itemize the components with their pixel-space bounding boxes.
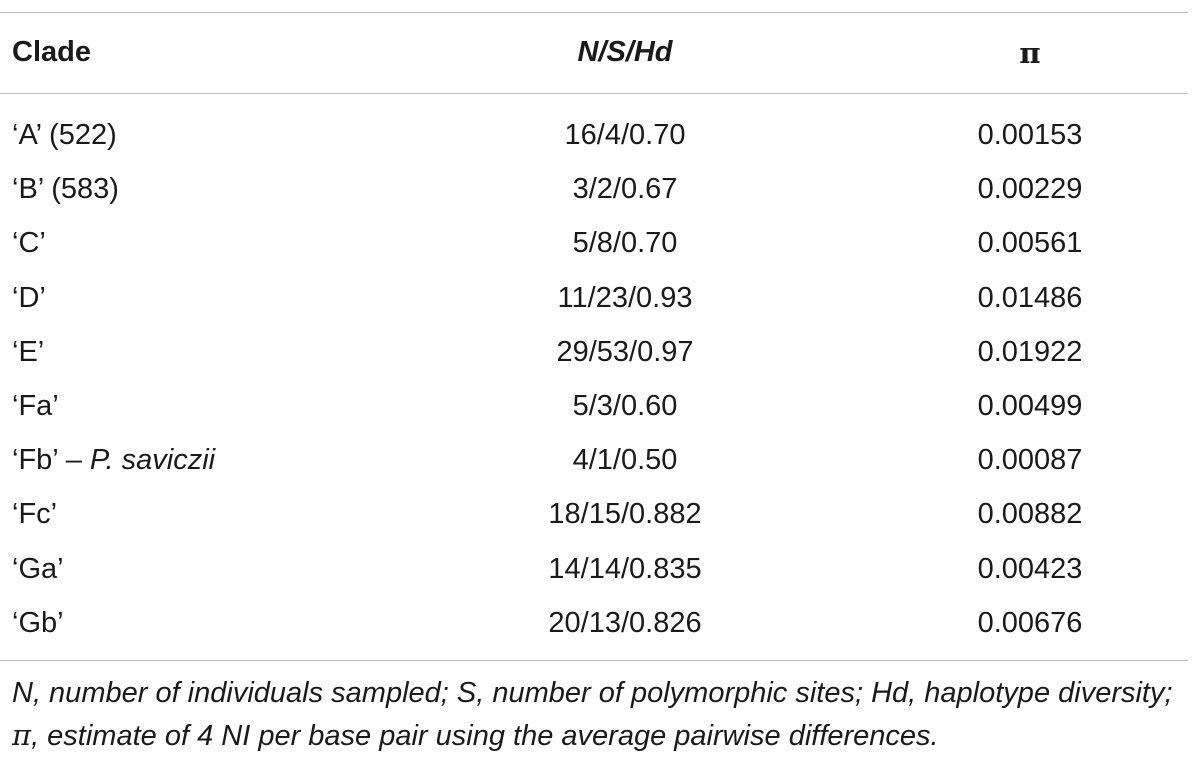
cell-clade bbox=[12, 162, 119, 216]
table-row bbox=[0, 596, 1188, 650]
cell-clade-label: ‘Fc’ bbox=[12, 498, 58, 531]
cell-clade bbox=[12, 596, 64, 650]
table-row bbox=[0, 433, 1188, 487]
footnote-text-part1: N, number of individuals sampled; S, number of polymorphic sites; Hd, haplotype diversity; bbox=[12, 677, 1173, 709]
cell-pi: 0.01922 bbox=[977, 335, 1083, 368]
cell-pi: 0.00229 bbox=[977, 173, 1083, 206]
cell-clade bbox=[12, 433, 215, 487]
table-bottom-rule bbox=[0, 660, 1188, 661]
cell-clade-label: ‘E’ bbox=[12, 335, 45, 368]
table-row bbox=[0, 108, 1188, 162]
cell-n-s-hd: 20/13/0.826 bbox=[548, 606, 702, 639]
table-row bbox=[0, 542, 1188, 596]
cell-clade-label: ‘C’ bbox=[12, 227, 46, 260]
cell-n-s-hd: 11/23/0.93 bbox=[557, 281, 693, 314]
cell-clade-label: ‘A’ (522) bbox=[12, 119, 117, 151]
cell-pi: 0.01486 bbox=[977, 281, 1083, 314]
cell-clade-label: ‘Gb’ bbox=[12, 606, 64, 639]
header-n-s-hd: N/S/Hd bbox=[577, 36, 673, 68]
table-row bbox=[0, 216, 1188, 270]
table-header-rule bbox=[0, 93, 1188, 94]
table-row bbox=[0, 325, 1188, 379]
cell-pi: 0.00882 bbox=[977, 498, 1083, 531]
cell-n-s-hd: 5/8/0.70 bbox=[572, 227, 678, 260]
cell-clade bbox=[12, 216, 46, 270]
cell-clade-label: ‘Ga’ bbox=[12, 552, 64, 585]
cell-n-s-hd: 4/1/0.50 bbox=[572, 444, 678, 477]
cell-n-s-hd: 18/15/0.882 bbox=[548, 498, 702, 531]
cell-clade bbox=[12, 271, 46, 325]
cell-pi: 0.00153 bbox=[977, 119, 1083, 151]
cell-pi: 0.00087 bbox=[977, 444, 1083, 477]
table-row bbox=[0, 487, 1188, 541]
table-row bbox=[0, 379, 1188, 433]
header-clade: Clade bbox=[12, 36, 91, 68]
table-header-row bbox=[0, 26, 1188, 80]
table-top-rule bbox=[0, 12, 1188, 13]
header-pi: π bbox=[1019, 36, 1041, 70]
cell-clade bbox=[12, 487, 57, 541]
cell-pi: 0.00423 bbox=[977, 552, 1083, 585]
cell-n-s-hd: 16/4/0.70 bbox=[564, 119, 686, 151]
cell-pi: 0.00499 bbox=[977, 389, 1083, 422]
cell-clade bbox=[12, 325, 44, 379]
cell-clade bbox=[12, 379, 59, 433]
cell-clade-label: ‘Fa’ bbox=[12, 389, 59, 422]
cell-pi: 0.00561 bbox=[977, 227, 1083, 260]
cell-n-s-hd: 29/53/0.97 bbox=[556, 335, 694, 368]
cell-n-s-hd: 14/14/0.835 bbox=[548, 552, 702, 585]
table-footnote bbox=[12, 672, 1188, 757]
cell-pi: 0.00676 bbox=[977, 606, 1083, 639]
cell-n-s-hd: 5/3/0.60 bbox=[572, 389, 678, 422]
cell-clade bbox=[12, 542, 64, 596]
cell-clade-label: ‘D’ bbox=[12, 281, 46, 314]
cell-clade-species: P. saviczii bbox=[89, 444, 216, 477]
cell-clade bbox=[12, 108, 117, 162]
table-row bbox=[0, 271, 1188, 325]
cell-clade-label: ‘Fb’ – bbox=[12, 444, 90, 477]
cell-n-s-hd: 3/2/0.67 bbox=[572, 173, 678, 206]
table-body bbox=[0, 108, 1188, 650]
table-row bbox=[0, 162, 1188, 216]
footnote-text-part2: , estimate of 4 NI per base pair using the average pairwise differences. bbox=[31, 720, 939, 752]
cell-clade-label: ‘B’ (583) bbox=[12, 173, 119, 206]
footnote-pi-symbol: π bbox=[12, 718, 32, 752]
